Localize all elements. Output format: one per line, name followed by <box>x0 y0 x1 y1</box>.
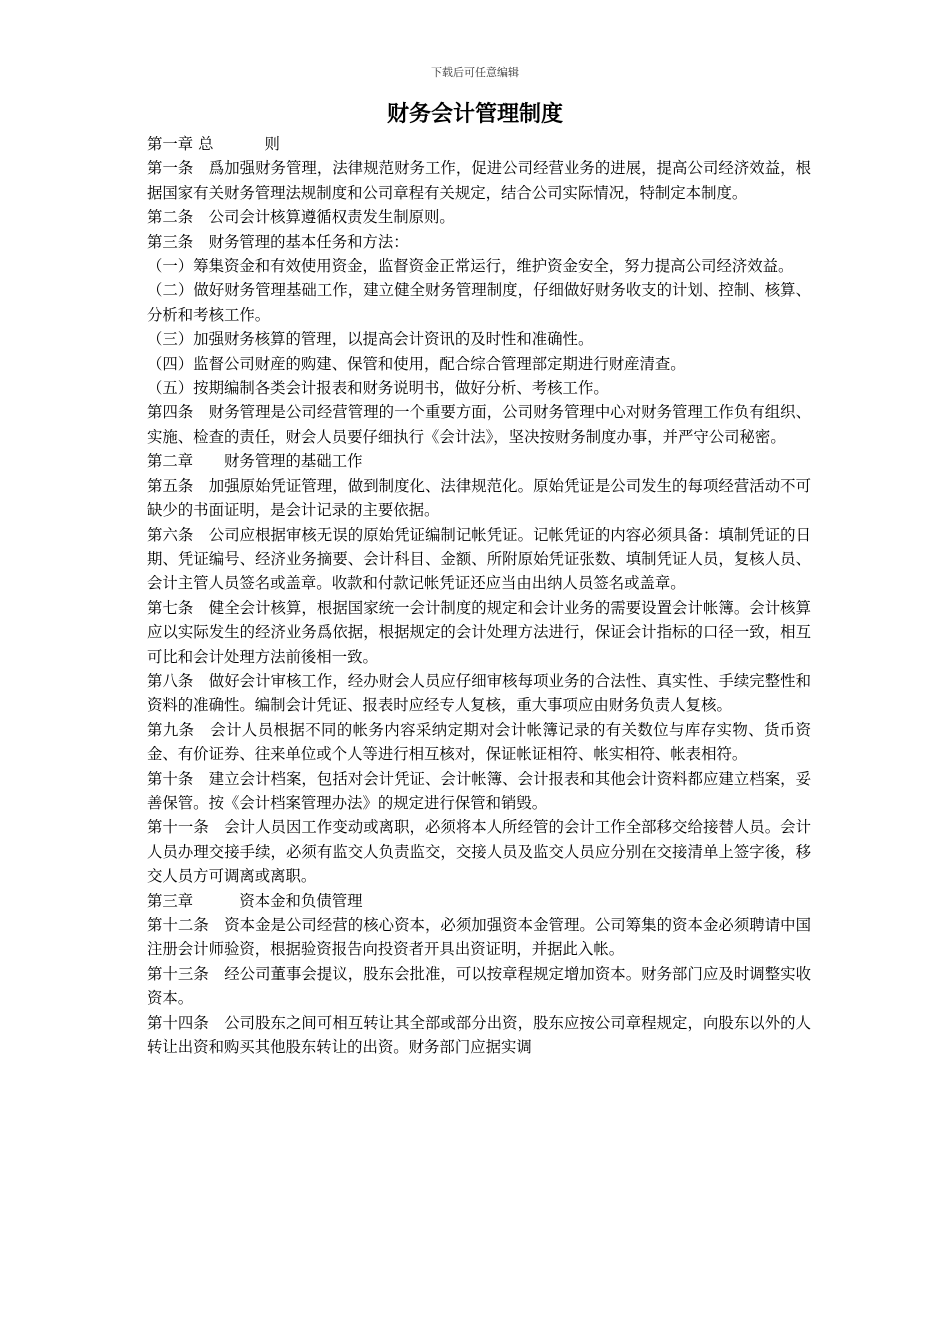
article-paragraph: 第十条 建立会计档案，包括对会计凭证、会计帐簿、会计报表和其他会计资料都应建立档案，妥善保管。按《会计档案管理办法》的规定进行保管和销毁。 <box>147 769 811 812</box>
list-item: （一）筹集资金和有效使用资金，监督资金正常运行，维护资金安全，努力提高公司经济效益。 <box>147 257 794 276</box>
header-note: 下载后可任意编辑 <box>431 66 519 79</box>
article-paragraph: 第十二条 资本金是公司经营的核心资本，必须加强资本金管理。公司筹集的资本金必须聘请中国注册会计师验资，根据验资报告向投资者开具出资证明，并据此入帐。 <box>147 916 811 959</box>
list-item: （二）做好财务管理基础工作，建立健全财务管理制度，仔细做好财务收支的计划、控制、核算、分析和考核工作。 <box>147 281 811 324</box>
article-paragraph: 第十四条 公司股东之间可相互转让其全部或部分出资，股东应按公司章程规定，向股东以外的人转让出资和购买其他股东转让的出资。财务部门应据实调 <box>147 1013 811 1057</box>
chapter-heading: 第二章 财务管理的基础工作 <box>147 452 363 471</box>
article-paragraph: 第七条 健全会计核算，根据国家统一会计制度的规定和会计业务的需要设置会计帐簿。会计核算应以实际发生的经济业务爲依据，根据规定的会计处理方法进行，保证会计指标的口径一致，相互可比和会计处理方法前後相一致。 <box>147 598 811 666</box>
list-item: （三）加强财务核算的管理，以提高会计资讯的及时性和准确性。 <box>147 330 594 349</box>
document-body <box>147 132 811 1059</box>
list-item: （五）按期编制各类会计报表和财务说明书，做好分析、考核工作。 <box>147 379 609 398</box>
article-paragraph: 第三条 财务管理的基本任务和方法： <box>147 232 409 251</box>
chapter-heading: 第三章 资本金和负债管理 <box>147 891 363 910</box>
list-item: （四）监督公司财産的购建、保管和使用，配合综合管理部定期进行财産清查。 <box>147 354 686 373</box>
chapter-heading: 第一章 总 则 <box>147 135 280 153</box>
article-paragraph: 第六条 公司应根据审核无误的原始凭证编制记帐凭证。记帐凭证的内容必须具备：填制凭证的日期、凭证编号、经济业务摘要、会计科目、金额、所附原始凭证张数、填制凭证人员，复核人员、会计主管人员签名或盖章。收款和付款记帐凭证还应当由出纳人员签名或盖章。 <box>147 525 811 593</box>
article-paragraph: 第十三条 经公司董事会提议，股东会批准，可以按章程规定增加资本。财务部门应及时调整实收资本。 <box>147 964 811 1008</box>
article-paragraph: 第九条 会计人员根据不同的帐务内容采纳定期对会计帐簿记录的有关数位与库存实物、货币资金、有价证券、往来单位或个人等进行相互核对，保证帐证相符、帐实相符、帐表相符。 <box>147 720 811 764</box>
article-paragraph: 第八条 做好会计审核工作，经办财会人员应仔细审核每项业务的合法性、真实性、手续完整性和资料的准确性。编制会计凭证、报表时应经专人复核，重大事项应由财务负责人复核。 <box>147 671 811 715</box>
document-title: 财务会计管理制度 <box>386 102 563 127</box>
article-paragraph: 第四条 财务管理是公司经营管理的一个重要方面，公司财务管理中心对财务管理工作负有组织、实施、检查的责任，财会人员要仔细执行《会计法》，坚决按财务制度办事，并严守公司秘密。 <box>147 403 811 446</box>
article-paragraph: 第五条 加强原始凭证管理，做到制度化、法律规范化。原始凭证是公司发生的每项经营活动不可缺少的书面证明，是会计记录的主要依据。 <box>147 476 811 520</box>
article-paragraph: 第二条 公司会计核算遵循权责发生制原则。 <box>147 208 455 227</box>
article-paragraph: 第十一条 会计人员因工作变动或离职，必须将本人所经管的会计工作全部移交给接替人员。会计人员办理交接手续，必须有监交人负责监交，交接人员及监交人员应分别在交接清单上签字後，移交人员方可调离或离职。 <box>147 818 811 886</box>
article-paragraph: 第一条 爲加强财务管理，法律规范财务工作，促进公司经营业务的进展，提高公司经济效益，根据国家有关财务管理法规制度和公司章程有关规定，结合公司实际情况，特制定本制度。 <box>147 159 811 202</box>
